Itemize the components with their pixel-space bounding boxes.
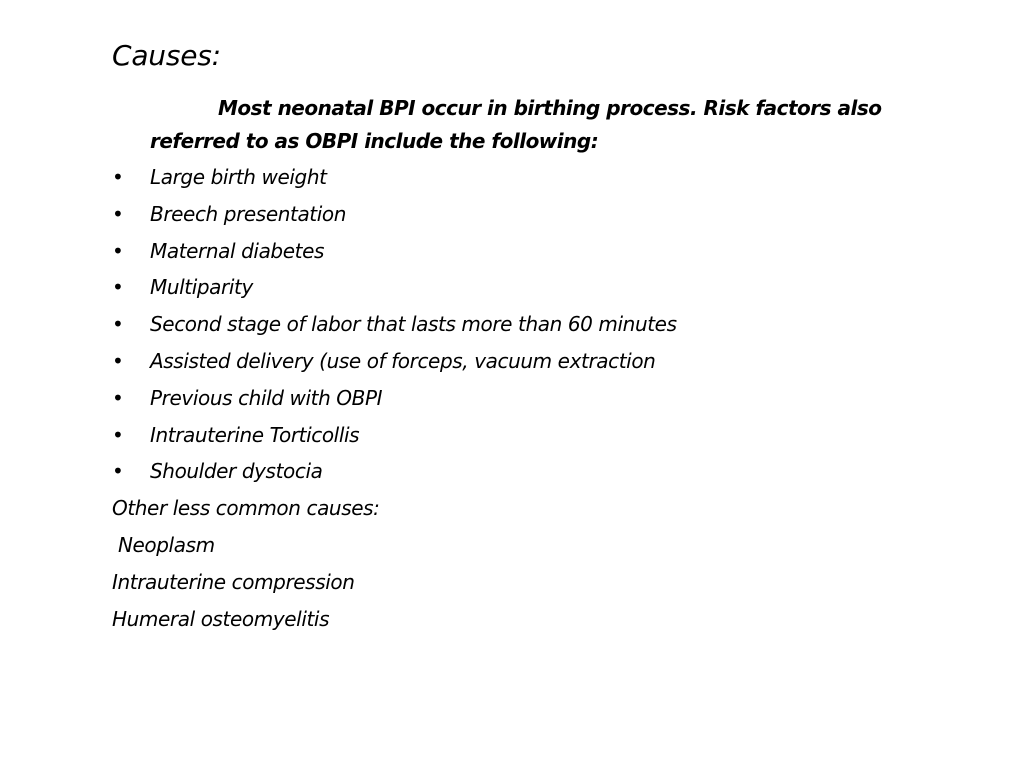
list-item-text: Previous child with OBPI [150, 385, 383, 410]
list-item-text: Assisted delivery (use of forceps, vacuum extraction [150, 348, 656, 373]
slide-heading: Causes: [112, 39, 221, 72]
list-item-text: Multiparity [150, 275, 253, 300]
bullet-icon: • [112, 348, 124, 373]
bullet-icon: • [112, 459, 124, 484]
bullet-icon: • [112, 385, 124, 410]
other-cause-item: Neoplasm [112, 533, 215, 557]
other-cause-item: Intrauterine compression [112, 570, 355, 594]
bullet-icon: • [112, 275, 124, 300]
bullet-icon: • [112, 165, 124, 189]
list-item-text: Shoulder dystocia [150, 459, 323, 484]
bullet-icon: • [112, 238, 124, 263]
intro-paragraph: Most neonatal BPI occur in birthing process. Risk factors also referred to as OBPI include the following: [150, 96, 882, 153]
list-item-text: Intrauterine Torticollis [150, 422, 360, 447]
other-cause-item: Humeral osteomyelitis [112, 607, 330, 631]
bullet-icon: • [112, 422, 124, 447]
other-causes-heading: Other less common causes: [112, 496, 380, 520]
list-item-text: Large birth weight [150, 165, 327, 189]
list-item-text: Breech presentation [150, 201, 347, 226]
bullet-icon: • [112, 201, 124, 226]
list-item-text: Second stage of labor that lasts more than 60 minutes [150, 312, 677, 337]
list-item-text: Maternal diabetes [150, 238, 325, 263]
bullet-icon: • [112, 312, 124, 337]
